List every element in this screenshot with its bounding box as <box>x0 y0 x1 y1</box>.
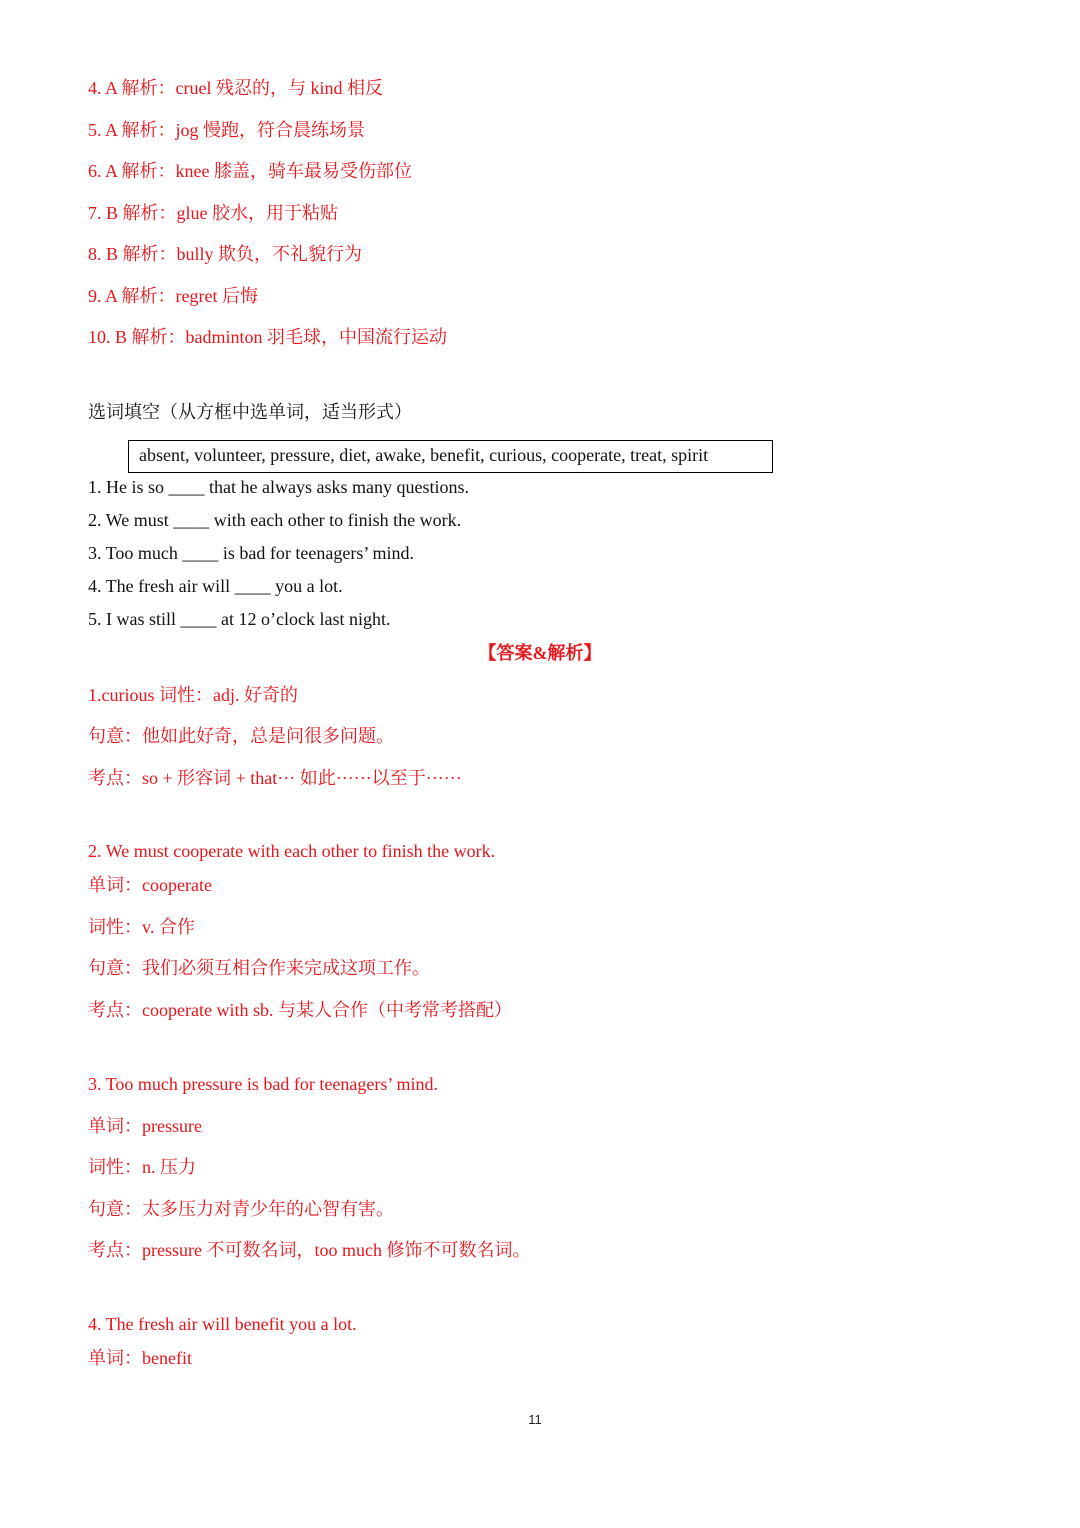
explanation-line: 句意：他如此好奇，总是问很多问题。 <box>88 726 394 746</box>
question-line: 5. I was still ____ at 12 o’clock last night. <box>88 609 391 629</box>
explanation-line: 4. The fresh air will benefit you a lot. <box>88 1314 357 1334</box>
answer-line: 5. A 解析：jog 慢跑，符合晨练场景 <box>88 120 366 140</box>
question-line: 3. Too much ____ is bad for teenagers’ mind. <box>88 543 415 563</box>
word-box: absent, volunteer, pressure, diet, awake, benefit, curious, cooperate, treat, spirit <box>128 440 773 473</box>
answer-line: 7. B 解析：glue 胶水，用于粘贴 <box>88 203 338 223</box>
question-line: 4. The fresh air will ____ you a lot. <box>88 576 343 596</box>
explanation-line: 3. Too much pressure is bad for teenagers’ mind. <box>88 1074 438 1094</box>
explanation-line: 1.curious 词性：adj. 好奇的 <box>88 685 298 705</box>
explanation-line: 单词：pressure <box>88 1116 202 1136</box>
explanation-line: 词性：n. 压力 <box>88 1157 196 1177</box>
explanation-line: 句意：我们必须互相合作来完成这项工作。 <box>88 958 430 978</box>
answer-line: 8. B 解析：bully 欺负，不礼貌行为 <box>88 244 363 264</box>
section-title: 选词填空（从方框中选单词，适当形式） <box>88 402 412 422</box>
question-line: 2. We must ____ with each other to finish the work. <box>88 510 462 530</box>
answer-line: 9. A 解析：regret 后悔 <box>88 286 258 306</box>
explanation-line: 句意：太多压力对青少年的心智有害。 <box>88 1199 394 1219</box>
question-line: 1. He is so ____ that he always asks many questions. <box>88 477 469 497</box>
answer-line: 10. B 解析：badminton 羽毛球，中国流行运动 <box>88 327 447 347</box>
explanation-line: 考点：pressure 不可数名词，too much 修饰不可数名词。 <box>88 1240 531 1260</box>
explanation-line: 2. We must cooperate with each other to finish the work. <box>88 841 496 861</box>
answer-line: 4. A 解析：cruel 残忍的，与 kind 相反 <box>88 78 383 98</box>
answer-header: 【答案&解析】 <box>478 643 602 663</box>
answer-line: 6. A 解析：knee 膝盖，骑车最易受伤部位 <box>88 161 412 181</box>
page-number: 11 <box>528 1412 542 1427</box>
explanation-line: 单词：cooperate <box>88 875 212 895</box>
explanation-line: 单词：benefit <box>88 1348 192 1368</box>
explanation-line: 考点：so + 形容词 + that··· 如此······以至于······ <box>88 768 462 788</box>
explanation-line: 词性：v. 合作 <box>88 917 195 937</box>
explanation-line: 考点：cooperate with sb. 与某人合作（中考常考搭配） <box>88 1000 512 1020</box>
